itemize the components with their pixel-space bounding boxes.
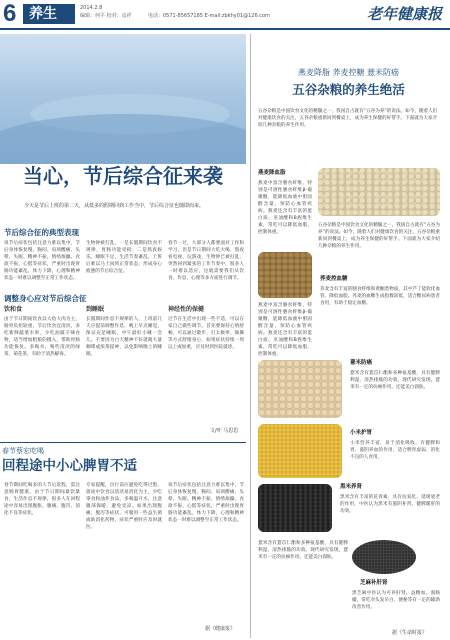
article1-para-3: 春节一过，大部分人都要面对工作和学习，但是节日期间大吃大喝、熬夜看电视、玩游戏，生物钟已被打乱，突然回到紧张的工作节奏中，很多人一时难以适应，这就需要我们从饮食、作息、心理等多方面进行调节。 bbox=[168, 241, 244, 281]
article1-item-text-2: 长假期间作息不规律的人，上班前几天应提前调整作息，晚上早点睡觉，保证充足睡眠，中午最好小睡一会儿。不要因为白天精神不好就喝大量咖啡或浓茶提神，以免影响晚上的睡眠。 bbox=[86, 317, 162, 357]
contact-info: 电话：0571-85657185 E-mail:zbkhy01@126.com bbox=[148, 13, 270, 19]
food-text-millet: 小米营养丰富，易于消化吸收，有健脾和胃、滋阴养血的作用，适合脾胃虚弱、消化不良的人食用。 bbox=[350, 441, 440, 460]
food-text-blackrice: 黑米含有丰富的花青素，具有抗氧化、延缓衰老的作用，中医认为黑米有滋阴补肾、健脾暖肝的功效。 bbox=[340, 495, 440, 514]
article2-credit: 据《健康报》 bbox=[205, 626, 236, 632]
editor-credit: 编辑：何平 校对：彦祥 bbox=[80, 13, 132, 19]
article2-para-3: 说节后症状包括注意力难以集中，节后身体恢复慢、胸闷、肩颈酸痛、头晕、失眠、精神不振、情绪烦躁、食欲不振、心慌等症状，严重时出现胃肠功能紊乱，体力下降，心理和精神状态一时难以调整至正常工作状态。 bbox=[168, 483, 244, 523]
article3-title: 五谷杂粮的养生绝活 bbox=[292, 82, 405, 97]
sesame-photo bbox=[352, 540, 416, 574]
article1-item-text-1: 由于节日期间饮食以大鱼大肉为主，肠胃负担较重，节后饮食宜清淡，多吃新鲜蔬菜水果，少吃油腻辛辣食物，适当增加粗粮的摄入，帮助胃肠功能恢复。多喝水，喝些清淡的绿茶、菊花茶，有助于清热解毒。 bbox=[4, 317, 80, 357]
oats-photo bbox=[318, 168, 440, 216]
article1-heading-2: 调整身心应对节后综合征 bbox=[4, 294, 87, 303]
masthead bbox=[0, 0, 450, 30]
article1-subtitle: 今天是节后上班的第二天，从低多的假期回到工作当中，节后综合征也随即而来。 bbox=[24, 203, 205, 209]
article2-title: 回程途中小心脾胃不适 bbox=[2, 458, 137, 474]
food-label-buckwheat: 荞麦控血糖 bbox=[320, 276, 348, 282]
article1-item-label-1: 饮和食 bbox=[4, 306, 23, 313]
article1-para-2: 生物钟被打乱，一是长假期间饮食不规律，胃肠功能受损；二是熬夜娱乐，睡眠不足，生活节奏紊乱，上班后难以马上回到正常状态，形成身心疲惫的节后综合征。 bbox=[86, 241, 162, 274]
article1-heading-1: 节后综合征的典型表现 bbox=[4, 228, 79, 237]
food-label-sesame: 芝麻补肝肾 bbox=[360, 580, 388, 586]
food-text-buckwheat-cont: 燕麦中富含膳食纤维，特别是可溶性膳食纤维β-葡聚糖，能降低血液中胆固醇含量，预防心血管疾病。燕麦还含有丰富的蛋白质、亚油酸和B族维生素，常吃可以降低血脂、控制体重。 bbox=[258, 303, 312, 357]
paper-logo: 老年健康报 bbox=[366, 5, 442, 23]
article1-credit: 文/叶 马思思 bbox=[210, 428, 239, 434]
article2-kicker: 春节蔡宏吃喝 bbox=[2, 447, 44, 455]
article1-item-label-2: 到睡眠 bbox=[86, 306, 105, 313]
article3-kicker: 燕麦降脂 荞麦控糖 薏米防癌 bbox=[297, 68, 400, 77]
food-text-sesame: 黑芝麻中医认为可补肝肾、益精血、润肠燥，常吃对头发早白、便秘等有一定的辅助改善作用。 bbox=[352, 591, 440, 610]
article1-item-text-3: 过节在生活中出现一些不适，可以在家自己做些调节。首先要保持心情舒畅，可以通过散步、打太极拳、做操等方式舒缓身心，如果症状持续一周以上或加重，应及时到医院就诊。 bbox=[168, 317, 244, 350]
article1-title: 当心，节后综合征来袭 bbox=[23, 164, 223, 188]
article3-lead: 五谷杂粮是中国饮食文化的精髓之一，我国自古就有“五谷为养”的说法。如今，随着人们对健康饮食的关注，五谷杂粮重新回到餐桌上，成为养生保健的好帮手。下面就为大家介绍几种杂粮的养生作用。 bbox=[258, 109, 438, 128]
food-label-oats: 燕麦降血脂 bbox=[258, 170, 286, 176]
section-badge: 养生 bbox=[23, 4, 75, 24]
issue-date: 2014.2.8 bbox=[80, 5, 103, 11]
food-label-millet: 小米护胃 bbox=[350, 430, 373, 436]
article1-photo bbox=[0, 34, 246, 164]
article2-para-1: 春节期间吃喝多的人节后返程，需注意肠胃健康。由于节日期间暴饮暴食，生活作息不规律，很多人在回程途中容易出现腹胀、腹痛、腹泻、消化不良等症状。 bbox=[4, 483, 80, 516]
divider bbox=[0, 442, 246, 443]
food-text-coix: 薏米含有薏苡仁酯和多种氨基酸，具有健脾利湿、清热排脓的功效。现代研究发现，薏米有一定的抗癌作用，还能美白润肤。 bbox=[350, 371, 440, 390]
article3-credit: 据《生命时报》 bbox=[392, 630, 428, 636]
food-text-extra: 薏米含有薏苡仁酯和多种氨基酸，具有健脾利湿、清热排脓的功效。现代研究发现，薏米有一定的抗癌作用，还能美白润肤。 bbox=[258, 541, 348, 560]
article1-para-1: 说节后症状包括注意力难以集中，节后身体恢复慢、胸闷、肩颈酸痛、头晕、失眠、精神不振、情绪烦躁、食欲不振、心慌等症状，严重时出现胃肠功能紊乱，体力下降，心理和精神状态一时难以调整至正常工作状态。 bbox=[4, 241, 80, 281]
article2-para-2: 专家提醒，出行前应避免吃得过饱，旅途中饮食以清淡易消化为主，少吃零食和油炸食品，多喝温开水，注意腹部保暖，避免受凉。如果出现腹痛、腹泻等症状，可服用一些益生菌或助消化药物，症状严重时应及时就医。 bbox=[86, 483, 162, 530]
column-divider bbox=[250, 34, 251, 638]
page-number: 6 bbox=[3, 0, 17, 27]
food-label-coix: 薏米防癌 bbox=[350, 360, 373, 366]
millet-photo bbox=[258, 424, 342, 478]
food-label-blackrice: 黑米养肾 bbox=[340, 484, 363, 490]
buckwheat-photo bbox=[258, 252, 312, 298]
blackrice-photo bbox=[258, 484, 332, 532]
coix-photo bbox=[258, 360, 342, 418]
article1-item-label-3: 神经性的保健 bbox=[168, 306, 205, 313]
food-text-buckwheat: 荞麦含有丰富的膳食纤维和黄酮类物质，其中芦丁能软化血管、降低血脂。荞麦的血糖生成指数较低，适合糖尿病患者食用，有助于稳定血糖。 bbox=[320, 287, 440, 306]
food-text-oats-cont: 五谷杂粮是中国饮食文化的精髓之一，我国自古就有“五谷为养”的说法。如今，随着人们对健康饮食的关注，五谷杂粮重新回到餐桌上，成为养生保健的好帮手。下面就为大家介绍几种杂粮的养生作用。 bbox=[318, 223, 440, 249]
food-text-oats: 燕麦中富含膳食纤维，特别是可溶性膳食纤维β-葡聚糖，能降低血液中胆固醇含量，预防心血管疾病。燕麦还含有丰富的蛋白质、亚油酸和B族维生素，常吃可以降低血脂、控制体重。 bbox=[258, 181, 312, 235]
